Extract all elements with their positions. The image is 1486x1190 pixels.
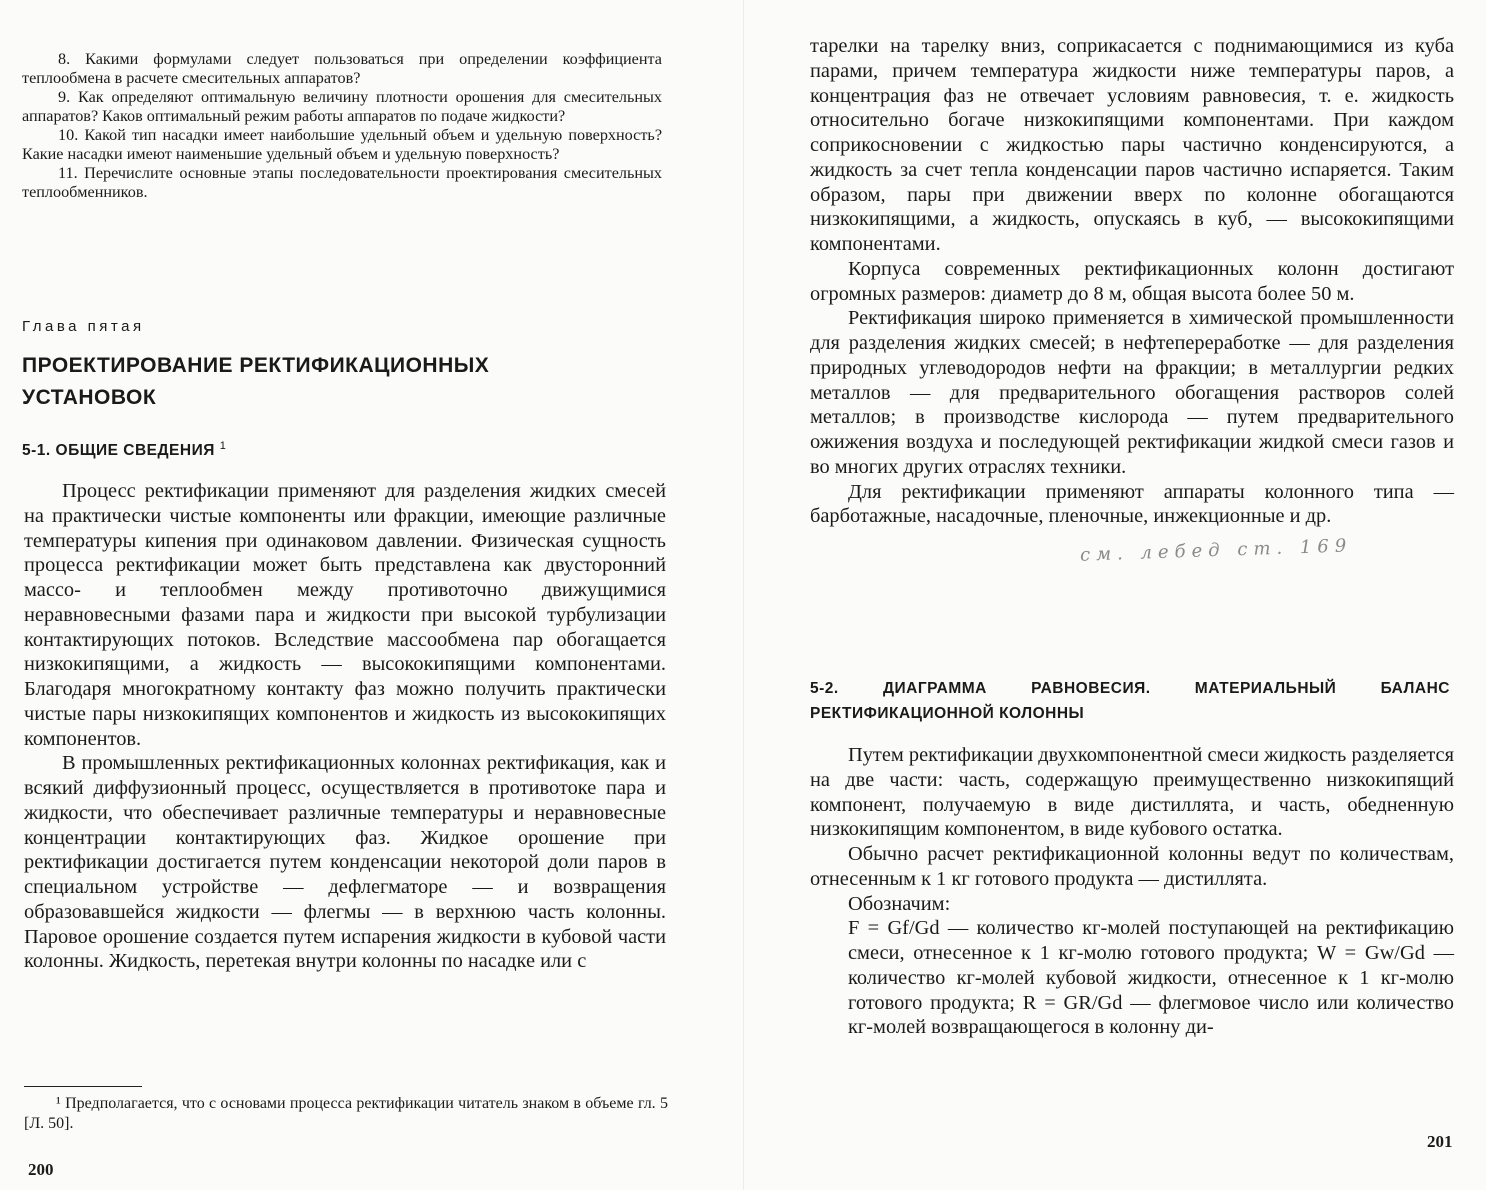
section-heading — [22, 440, 226, 460]
section-title: 5-2. ДИАГРАММА РАВНОВЕСИЯ. МАТЕРИАЛЬНЫЙ БАЛАНС РЕКТИФИКАЦИОННОЙ КОЛОННЫ — [810, 680, 1450, 722]
paragraph: тарелки на тарелку вниз, соприкасается с поднимающимися из куба парами, причем температура жидкости ниже температуры паров, а концентрация фаз не отвечает условиям равновесия, т. е. жидкость относительно богаче низкокипящими компонентами. При каждом соприкосновении с жидкостью пары частично конденсируются, а жидкость за счет тепла конденсации паров частично испаряется. Таким образом, пары при движении вверх по колонне обогащаются низкокипящими, а жидкость, опускаясь в куб, — высококипящими компонентами. — [810, 35, 1454, 255]
chapter-label: Глава пятая — [22, 318, 145, 335]
paragraph: Ректификация широко применяется в химической промышленности для разделения жидких смесей; в нефтепереработке — для разделения природных углеводородов нефти на фракции; в металлургии редких металлов — для предварительного обогащения растворов солей металлов; в производстве кислорода — путем предварительного ожижения воздуха и последующей ректификации жидкой смеси газов и во многих других отраслях техники. — [810, 307, 1454, 478]
paragraph: Процесс ректификации применяют для разделения жидких смесей на практически чистые компоненты или фракции, имеющие различные температуры кипения при одинаковом давлении. Физическая сущность процесса ректификации может быть представлена как двусторонний массо- и теплообмен между противоточно движущимися неравновесными фазами пара и жидкости при высокой турбулизации контактирующих потоков. Вследствие массообмена пар обогащается низкокипящими, а жидкость — высококипящими компонентами. Благодаря многократному контакту фаз можно получить практически чистые пары низкокипящих компонентов и жидкость из высококипящих компонентов. — [24, 480, 666, 750]
handwritten-note: см. лебед ст. 169 — [1079, 535, 1353, 566]
paragraph: В промышленных ректификационных колоннах ректификация, как и всякий диффузионный процесс, осуществляется в противотоке пара и жидкости, что обеспечивает различные температуры и неравновесные концентрации контактирующих фаз. Жидкое орошение при ректификации достигается путем конденсации некоторой доли паров в специальном устройстве — дефлегматоре — и возвращения образовавшейся жидкости — флегмы — в верхнюю часть колонны. Паровое орошение создается путем испарения жидкости в кубовой части колонны. Жидкость, перетекая внутри колонны по насадке или с — [24, 752, 666, 973]
paragraph: Корпуса современных ректификационных колонн достигают огромных размеров: диаметр до 8 м, общая высота более 50 м. — [810, 257, 1454, 305]
section-title: 5-1. ОБЩИЕ СВЕДЕНИЯ — [22, 442, 215, 460]
page-number: 201 — [1427, 1132, 1453, 1151]
question-item: 8. Какими формулами следует пользоваться при определении коэффициента теплообмена в расчете смесительных аппаратов? — [22, 50, 662, 87]
left-page — [0, 0, 700, 1190]
footnote-rule — [24, 1086, 142, 1087]
body-text — [810, 34, 1454, 529]
footnote-mark: 1 — [219, 440, 227, 452]
page-gutter — [743, 0, 744, 1190]
right-page — [780, 0, 1486, 1190]
question-item: 10. Какой тип насадки имеет наибольшие удельный объем и удельную поверхность? Какие насадки имеют наименьшие удельный объем и удельную поверхность? — [22, 126, 662, 163]
body-text — [810, 743, 1454, 1040]
paragraph: Обозначим: — [848, 892, 951, 915]
question-item: 11. Перечислите основные этапы последовательности проектирования смесительных теплообменников. — [22, 164, 662, 201]
chapter-title: ПРОЕКТИРОВАНИЕ РЕКТИФИКАЦИОННЫХ УСТАНОВОК — [22, 354, 490, 409]
page-number: 200 — [28, 1160, 54, 1179]
footnote: ¹ Предполагается, что с основами процесса ректификации читатель знаком в объеме гл. 5 [Л. 50]. — [24, 1095, 668, 1132]
body-text — [24, 479, 666, 974]
definitions: F = Gf/Gd — количество кг-молей поступающей на ректификацию смеси, отнесенное к 1 кг-молю готового продукта; W = Gw/Gd — количество кг-молей кубовой жидкости, отнесенное к 1 кг-молю готового продукта; R = GR/Gd — флегмовое число или количество кг-молей возвращающегося в колонну ди- — [848, 917, 1454, 1039]
paragraph: Обычно расчет ректификационной колонны ведут по количествам, отнесенным к 1 кг готового продукта — дистиллята. — [810, 843, 1454, 890]
paragraph: Путем ректификации двухкомпонентной смеси жидкость разделяется на две части: часть, содержащую преимущественно низкокипящий компонент, получаемую в виде дистиллята, и часть, обедненную низкокипящим компонентом, в виде кубового остатка. — [810, 744, 1454, 841]
paragraph: Для ректификации применяют аппараты колонного типа — барботажные, насадочные, пленочные, инжекционные и др. — [810, 480, 1454, 528]
review-questions — [22, 50, 662, 202]
question-item: 9. Как определяют оптимальную величину плотности орошения для смесительных аппаратов? Каков оптимальный режим работы аппаратов по подаче жидкости? — [22, 88, 662, 125]
